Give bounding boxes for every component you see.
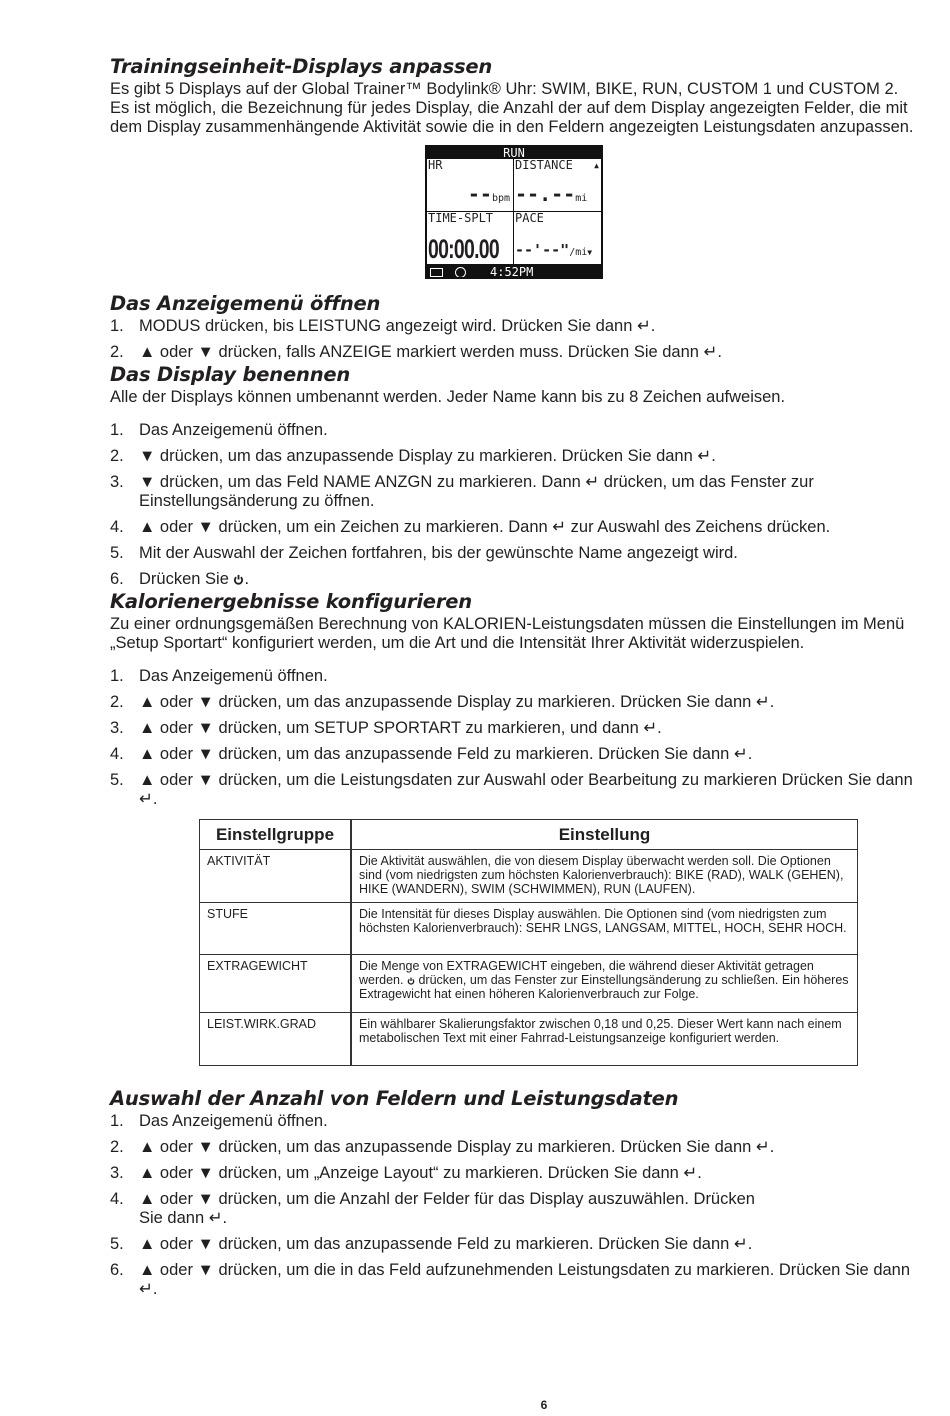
- item-number: 3.: [110, 719, 124, 737]
- battery-icon: [430, 268, 443, 277]
- item-text: Das Anzeigemenü öffnen.: [139, 421, 328, 439]
- field-label: HR: [428, 159, 443, 172]
- list-item: [110, 473, 918, 511]
- item-text: ▲ oder ▼ drücken, um das anzupassende Display zu markieren. Drücken Sie dann ↵.: [139, 1138, 775, 1156]
- table-row: [200, 1013, 858, 1066]
- field-label: TIME-SPLT: [428, 212, 494, 225]
- item-text: ▲ oder ▼ drücken, um das anzupassende Feld zu markieren. Drücken Sie dann ↵.: [139, 745, 753, 763]
- cell-setting: Die Intensität für dieses Display auswählen. Die Optionen sind (vom niedrigsten zum höchsten Kalorienverbrauch): SEHR LNGS, LANGSAM, MITTEL, HOCH, SEHR HOCH.: [351, 903, 858, 955]
- watch-field-time-split: [427, 212, 514, 265]
- item-number: 3.: [110, 1164, 124, 1182]
- steps-list: [110, 1112, 918, 1299]
- list-item: [110, 421, 918, 440]
- field-value: 00:00.00: [428, 234, 499, 264]
- item-number: 1.: [110, 1112, 124, 1130]
- watch-display-illustration: [425, 145, 603, 279]
- cell-setting: Die Aktivität auswählen, die von diesem Display überwacht werden soll. Die Optionen sind (vom niedrigsten zum höchsten Kalorienverbrauch): BIKE (RAD), WALK (GEHEN), HIKE (WANDERN), SWIM (SCHWIMMEN), RUN (LAUFEN).: [351, 850, 858, 903]
- list-item: [110, 1235, 918, 1254]
- list-item: [110, 745, 918, 764]
- cell-group: EXTRAGEWICHT: [200, 955, 352, 1013]
- item-text: ▲ oder ▼ drücken, um die Leistungsdaten zur Auswahl oder Bearbeitung zu markieren Drücken Sie dann ↵.: [139, 771, 913, 808]
- paragraph: Es gibt 5 Displays auf der Global Trainer™ Bodylink® Uhr: SWIM, BIKE, RUN, CUSTOM 1 und CUSTOM 2. Es ist möglich, die Bezeichnung für jedes Display, die Anzahl der auf dem Display angezeigten Felder, die mit dem Display zusammenhängende Aktivität sowie die in den Feldern angezeigten Leistungsdaten anzupassen.: [110, 80, 914, 136]
- page-number: 6: [540, 1398, 548, 1412]
- watch-time: 4:52PM: [490, 265, 534, 279]
- setting-text: Die Menge von EXTRAGEWICHT eingeben, die während dieser Aktivität getragen werden.: [359, 959, 814, 987]
- watch-field-distance: [514, 159, 601, 212]
- item-number: 2.: [110, 693, 124, 711]
- item-text: ▲ oder ▼ drücken, um die in das Feld aufzunehmenden Leistungsdaten zu markieren. Drücken Sie dann ↵.: [139, 1261, 911, 1298]
- list-item: [110, 570, 918, 589]
- list-item: [110, 693, 918, 712]
- column-header: Einstellgruppe: [200, 820, 352, 850]
- power-icon: [407, 977, 415, 985]
- settings-table: [199, 819, 858, 1066]
- power-icon: [233, 574, 244, 585]
- document-page: [110, 54, 918, 1306]
- field-value: --.--: [515, 182, 576, 206]
- item-text: Das Anzeigemenü öffnen.: [139, 667, 328, 685]
- list-item: [110, 447, 918, 466]
- section-heading: Kalorienergebnisse konfigurieren: [110, 590, 472, 613]
- list-item: [110, 518, 918, 537]
- column-header: Einstellung: [351, 820, 858, 850]
- item-number: 4.: [110, 745, 124, 763]
- scroll-up-icon: ▲: [594, 161, 599, 170]
- list-item: [110, 1190, 918, 1228]
- steps-list: [110, 317, 918, 362]
- item-number: 5.: [110, 771, 124, 789]
- setting-text: drücken, um das Fenster zur Einstellungsänderung zu schließen. Ein höheres Extragewicht hat einen höheren Kalorienverbrauch zur Folge.: [359, 973, 849, 1001]
- field-unit: bpm: [491, 193, 510, 204]
- item-number: 5.: [110, 544, 124, 562]
- table-row: [200, 850, 858, 903]
- list-item: [110, 1261, 918, 1299]
- watch-field-pace: [514, 212, 601, 265]
- item-text: Das Anzeigemenü öffnen.: [139, 1112, 328, 1130]
- watch-title: RUN: [427, 147, 601, 159]
- item-text: ▲ oder ▼ drücken, um die Anzahl der Felder für das Display auszuwählen. Drücken Sie dann ↵.: [139, 1190, 755, 1227]
- section-heading: Trainingseinheit-Displays anpassen: [110, 55, 493, 78]
- watch-field-hr: [427, 159, 514, 212]
- cell-group: STUFE: [200, 903, 352, 955]
- item-number: 1.: [110, 317, 124, 335]
- list-item: [110, 317, 918, 336]
- item-number: 2.: [110, 343, 124, 361]
- field-unit: /mi: [569, 247, 588, 258]
- item-number: 4.: [110, 1190, 124, 1208]
- cell-setting: [351, 955, 858, 1013]
- scroll-down-icon: ▼: [587, 248, 593, 257]
- field-value: --: [467, 182, 492, 206]
- paragraph: Zu einer ordnungsgemäßen Berechnung von KALORIEN-Leistungsdaten müssen die Einstellungen im Menü „Setup Sportart“ konfiguriert werden, um die Art und die Intensität Ihrer Aktivität widerzuspielen.: [110, 615, 905, 652]
- item-number: 6.: [110, 1261, 124, 1279]
- field-unit: mi: [575, 193, 588, 204]
- list-item: [110, 544, 918, 563]
- paragraph: Alle der Displays können umbenannt werden. Jeder Name kann bis zu 8 Zeichen aufweisen.: [110, 388, 786, 406]
- field-label: PACE: [515, 212, 544, 225]
- item-number: 1.: [110, 421, 124, 439]
- item-text-end: .: [244, 570, 250, 588]
- alarm-icon: [455, 267, 466, 278]
- table-row: [200, 903, 858, 955]
- list-item: [110, 719, 918, 738]
- cell-setting: Ein wählbarer Skalierungsfaktor zwischen 0,18 und 0,25. Dieser Wert kann nach einem metabolischen Text mit einer Fahrrad-Leistungsanzeige konfiguriert werden.: [351, 1013, 858, 1066]
- cell-group: LEIST.WIRK.GRAD: [200, 1013, 352, 1066]
- list-item: [110, 343, 918, 362]
- item-number: 4.: [110, 518, 124, 536]
- item-number: 2.: [110, 1138, 124, 1156]
- item-number: 2.: [110, 447, 124, 465]
- item-text: Drücken Sie: [139, 570, 229, 588]
- section-heading: Das Display benennen: [110, 363, 351, 386]
- item-text: ▲ oder ▼ drücken, um das anzupassende Feld zu markieren. Drücken Sie dann ↵.: [139, 1235, 753, 1253]
- item-number: 6.: [110, 570, 124, 588]
- section-heading: Das Anzeigemenü öffnen: [110, 292, 381, 315]
- list-item: [110, 1138, 918, 1157]
- table-row: [200, 955, 858, 1013]
- field-value: --'--": [515, 241, 570, 259]
- steps-list: [110, 421, 918, 589]
- item-number: 1.: [110, 667, 124, 685]
- item-number: 5.: [110, 1235, 124, 1253]
- item-number: 3.: [110, 473, 124, 491]
- item-text: ▲ oder ▼ drücken, um SETUP SPORTART zu markieren, und dann ↵.: [139, 719, 662, 737]
- list-item: [110, 1164, 918, 1183]
- item-text: ▲ oder ▼ drücken, um ein Zeichen zu markieren. Dann ↵ zur Auswahl des Zeichens drücken.: [139, 518, 831, 536]
- list-item: [110, 771, 918, 809]
- cell-group: AKTIVITÄT: [200, 850, 352, 903]
- item-text: ▲ oder ▼ drücken, falls ANZEIGE markiert werden muss. Drücken Sie dann ↵.: [139, 343, 722, 361]
- steps-list: [110, 667, 918, 809]
- list-item: [110, 667, 918, 686]
- field-label: DISTANCE: [515, 159, 573, 172]
- item-text: MODUS drücken, bis LEISTUNG angezeigt wird. Drücken Sie dann ↵.: [139, 317, 656, 335]
- section-heading: Auswahl der Anzahl von Feldern und Leistungsdaten: [110, 1087, 679, 1110]
- item-text: ▲ oder ▼ drücken, um das anzupassende Display zu markieren. Drücken Sie dann ↵.: [139, 693, 775, 711]
- item-text: ▲ oder ▼ drücken, um „Anzeige Layout“ zu markieren. Drücken Sie dann ↵.: [139, 1164, 702, 1182]
- item-text: Mit der Auswahl der Zeichen fortfahren, bis der gewünschte Name angezeigt wird.: [139, 544, 738, 562]
- list-item: [110, 1112, 918, 1131]
- item-text: ▼ drücken, um das anzupassende Display zu markieren. Drücken Sie dann ↵.: [139, 447, 716, 465]
- item-text: ▼ drücken, um das Feld NAME ANZGN zu markieren. Dann ↵ drücken, um das Fenster zur Einstellungsänderung zu öffnen.: [139, 473, 814, 510]
